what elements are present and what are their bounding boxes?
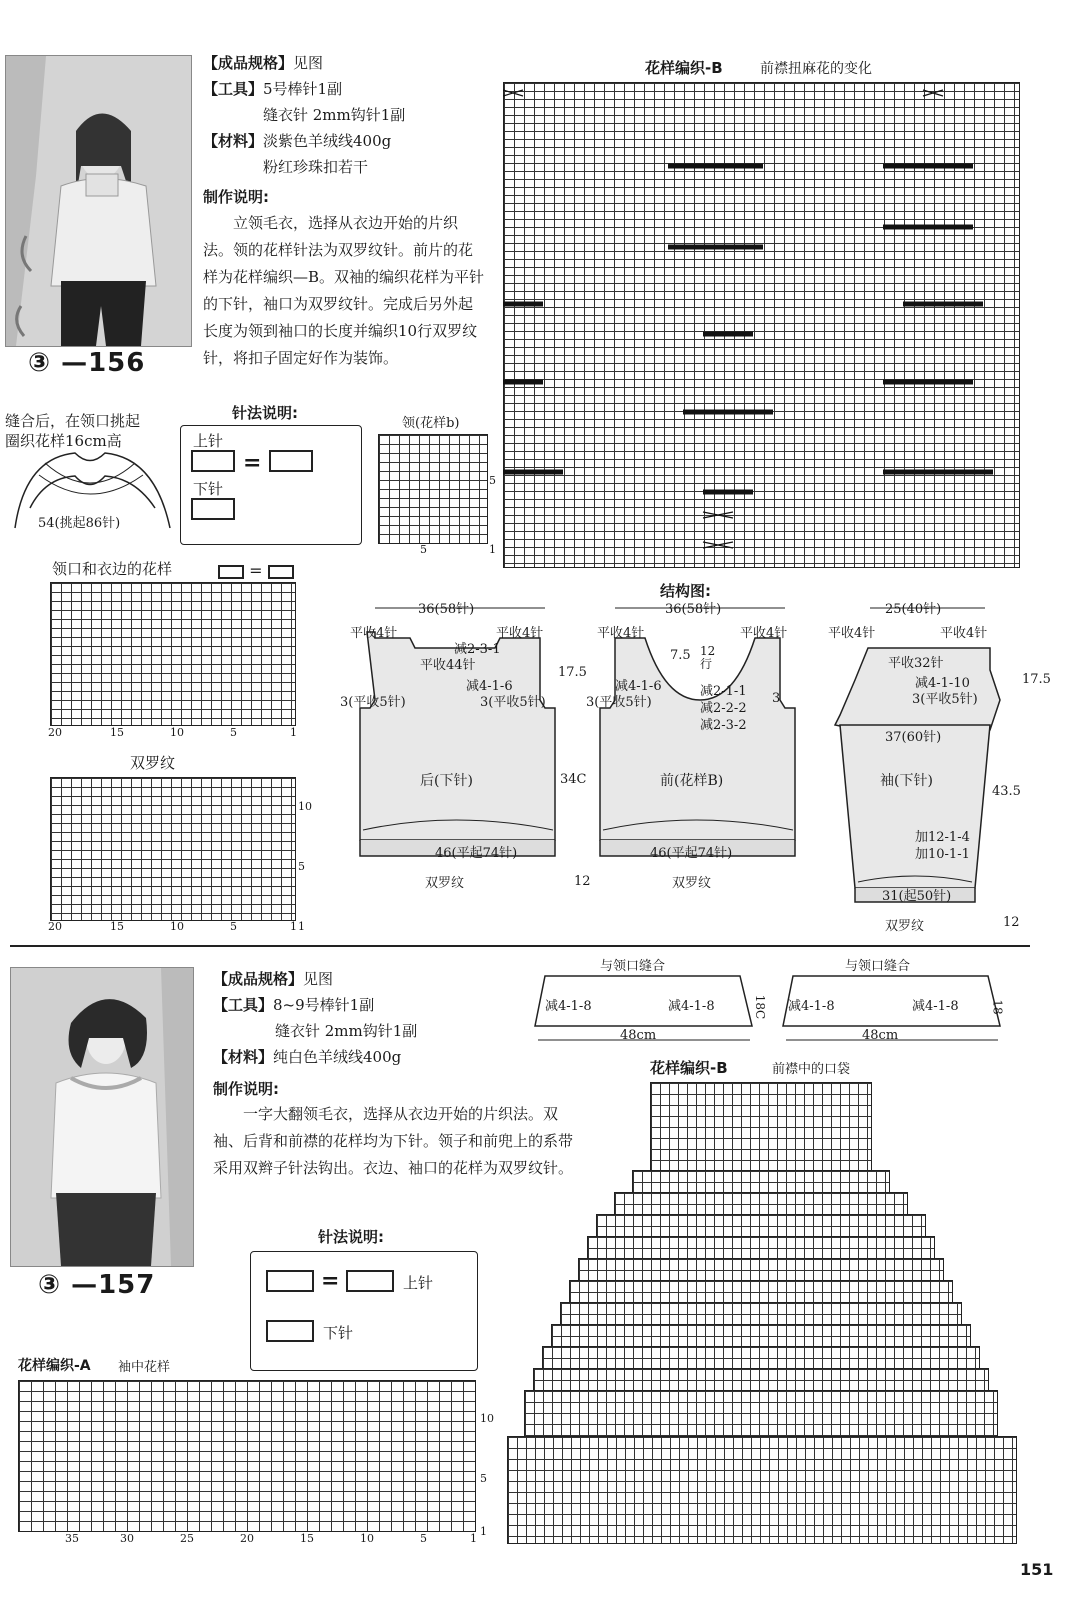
instructions-text: 一字大翻领毛衣，选择从衣边开始的片织法。双袖、后背和前襟的花样均为下针。领子和前兜上的系带采用双辫子针法钩出。衣边、袖口的花样为双罗纹针。 [213,1105,574,1177]
rib-tick: 10 [170,920,184,933]
front-name: 前(花样B) [660,773,724,789]
sleeve-left-cast: 平收4针 [828,626,876,641]
pattern-code-157: ③ —157 [38,1270,156,1300]
rib-tick: 5 [230,920,237,933]
legend-up-label: 上针 [193,432,224,450]
rib-chart [50,777,296,921]
back-neck: 平收44针 [420,658,476,673]
sleeve-inc-1: 加12-1-4 [915,830,970,845]
material-value: 纯白色羊绒线400g [273,1048,402,1066]
spec-line [203,50,323,76]
rib-row-tick: 1 [298,920,305,933]
legend-title: 针法说明: [232,404,298,422]
equals-sign: = [321,1268,340,1294]
pocket-chart-step [650,1082,872,1184]
rib-tick: 15 [110,920,124,933]
collar-chart-tick: 5 [420,543,427,556]
front-dec-a: 减4-1-6 [615,679,662,694]
sleeve-inc-2: 加10-1-1 [915,847,970,862]
pattern-b-title: 花样编织-B [645,59,723,77]
front-bottom: 46(平起74针) [650,846,733,861]
rib-chart-title: 双罗纹 [130,754,176,772]
front-neck-h: 7.5 [670,648,691,663]
tools-line [213,992,374,1018]
pattern-a-tick: 30 [120,1532,134,1545]
front-right-cast: 平收4针 [740,626,788,641]
collar1-left: 减4-1-8 [545,999,592,1014]
sleeve-dec: 减4-1-10 [915,676,970,691]
spec-label: 【成品规格】 [203,54,294,72]
hem-chart [50,582,296,726]
material-label: 【材料】 [203,132,264,150]
sleeve-right-cast: 平收4针 [940,626,988,641]
legend-down-label: 下针 [323,1324,354,1342]
sleeve-top: 平收32针 [888,656,944,671]
front-dec-b3: 减2-3-2 [700,718,747,733]
back-right-cast: 平收4针 [496,626,544,641]
sleeve-rib-height: 12 [1003,915,1020,930]
legend-box [180,425,362,545]
back-arm-left: 3(平收5针) [340,695,406,710]
legend-up-label: 上针 [403,1274,434,1292]
tools-value: 8~9号棒针1副 [273,996,375,1014]
page-number: 151 [1020,1560,1054,1579]
purl-equivalent-symbol [269,450,313,472]
spec-line [213,966,333,992]
hem-legend-symbol: = [218,561,294,580]
material-value: 淡紫色羊绒线400g [263,132,392,150]
tools-line-2: 缝衣针 2mm钩针1副 [263,106,406,124]
back-height-1: 17.5 [558,665,587,680]
rib-tick: 20 [48,920,62,933]
instructions-title: 制作说明: [203,188,269,206]
legend-title: 针法说明: [318,1228,384,1246]
collar2-top: 与领口缝合 [845,959,911,974]
rib-row-tick: 5 [298,860,305,873]
sleeve-name: 袖(下针) [880,773,933,789]
purl-symbol [266,1270,314,1292]
hem-tick: 1 [290,726,297,739]
sleeve-cuff: 31(起50针) [882,889,952,904]
pattern-a-tick: 15 [300,1532,314,1545]
pattern-b-subtitle: 前襟扭麻花的变化 [760,61,872,77]
pattern-a-tick: 1 [470,1532,477,1545]
collar-note-1: 缝合后，在领口挑起 [5,412,141,430]
pattern-a-row-tick: 10 [480,1412,494,1425]
knit-symbol [266,1320,314,1342]
hem-tick: 20 [48,726,62,739]
equals-sign: = [243,450,262,476]
collar2-width: 48cm [862,1028,899,1043]
collar-note-2: 圈织花样16cm高 [5,432,122,450]
front-width: 36(58针) [665,602,722,617]
spec-value: 见图 [303,970,334,988]
front-arm-right: 3 [772,691,781,706]
collar-chart [378,434,488,544]
back-name: 后(下针) [420,773,473,789]
sleeve-width: 25(40针) [885,602,942,617]
back-dec1: 减2-3-1 [454,642,501,657]
sweater-photo-156 [5,55,192,347]
front-rib-height: 12 [574,874,591,889]
back-arm-right: 3(平收5针) [480,695,546,710]
collar2-left: 减4-1-8 [788,999,835,1014]
tools-label: 【工具】 [213,996,274,1014]
tools-value: 5号棒针1副 [263,80,343,98]
material-line [213,1044,401,1070]
hem-chart-title: 领口和衣边的花样 [52,560,173,578]
instructions-title: 制作说明: [213,1080,279,1098]
material-line [203,128,391,154]
back-height-2: 34C [560,772,587,787]
spec-value: 见图 [293,54,324,72]
front-arm-left: 3(平收5针) [586,695,652,710]
front-left-cast: 平收4针 [597,626,645,641]
front-dec-b2: 减2-2-2 [700,701,747,716]
collar1-height: 18C [753,994,768,1020]
collar1-right: 减4-1-8 [668,999,715,1014]
sleeve-cap-height: 17.5 [1022,672,1051,687]
collar-chart-tick: 1 [489,543,496,556]
hem-tick: 15 [110,726,124,739]
rib-tick: 1 [290,920,297,933]
back-left-cast: 平收4针 [350,626,398,641]
pattern-a-tick: 5 [420,1532,427,1545]
structure-title: 结构图: [660,582,711,600]
collar-chart-title: 领(花样b) [402,416,460,431]
collar1-top: 与领口缝合 [600,959,666,974]
tools-line-2: 缝衣针 2mm钩针1副 [275,1022,418,1040]
back-width: 36(58针) [418,602,475,617]
pattern-code-156: ③ —156 [28,348,146,378]
purl-equivalent-symbol [346,1270,394,1292]
pattern-a-title: 花样编织-A [18,1358,91,1374]
cable-marks [503,82,1018,566]
tools-label: 【工具】 [203,80,264,98]
legend-down-label: 下针 [193,480,224,498]
tools-line [203,76,342,102]
pattern-a-chart [18,1380,476,1532]
collar-count: 54(挑起86针) [38,516,121,531]
pattern-a-row-tick: 5 [480,1472,487,1485]
sleeve-rib: 双罗纹 [885,919,925,934]
collar2-right: 减4-1-8 [912,999,959,1014]
front-dec-b1: 减2-1-1 [700,684,747,699]
collar-chart-tick: 5 [489,474,496,487]
sweater-photo-157 [10,967,194,1267]
front-neck-rows: 12行 [700,644,716,671]
sleeve-piece [830,600,1030,930]
material-label: 【材料】 [213,1048,274,1066]
pattern-b-title: 花样编织-B [650,1059,728,1077]
pattern-a-subtitle: 袖中花样 [118,1360,171,1375]
collar2-height: 18 [990,999,1005,1015]
pattern-a-tick: 25 [180,1532,194,1545]
hem-tick: 10 [170,726,184,739]
pattern-a-row-tick: 1 [480,1525,487,1538]
section-divider [10,945,1030,947]
sleeve-arm: 3(平收5针) [912,692,978,707]
back-bottom: 46(平起74针) [435,846,518,861]
hem-tick: 5 [230,726,237,739]
material-line-2: 粉红珍珠扣若干 [263,158,369,176]
sleeve-upper: 37(60针) [885,730,942,745]
pattern-a-tick: 20 [240,1532,254,1545]
sleeve-height: 43.5 [992,784,1021,799]
back-dec2: 减4-1-6 [466,679,513,694]
purl-symbol [191,450,235,472]
pattern-a-tick: 10 [360,1532,374,1545]
instructions-text: 立领毛衣，选择从衣边开始的片织法。领的花样针法为双罗纹针。前片的花样为花样编织—B。双袖的编织花样为平针的下针，袖口为双罗纹针。完成后另外起长度为领到袖口的长度并编织10行双罗纹针，将扣子固定好作为装饰。 [203,214,485,367]
collar1-width: 48cm [620,1028,657,1043]
front-rib: 双罗纹 [672,876,712,891]
rib-row-tick: 10 [298,800,312,813]
spec-label: 【成品规格】 [213,970,304,988]
knit-symbol [191,498,235,520]
legend-box [250,1251,478,1371]
back-rib: 双罗纹 [425,876,465,891]
pocket-chart-step [507,1436,1017,1544]
pattern-a-tick: 35 [65,1532,79,1545]
pattern-b-subtitle: 前襟中的口袋 [772,1062,851,1077]
